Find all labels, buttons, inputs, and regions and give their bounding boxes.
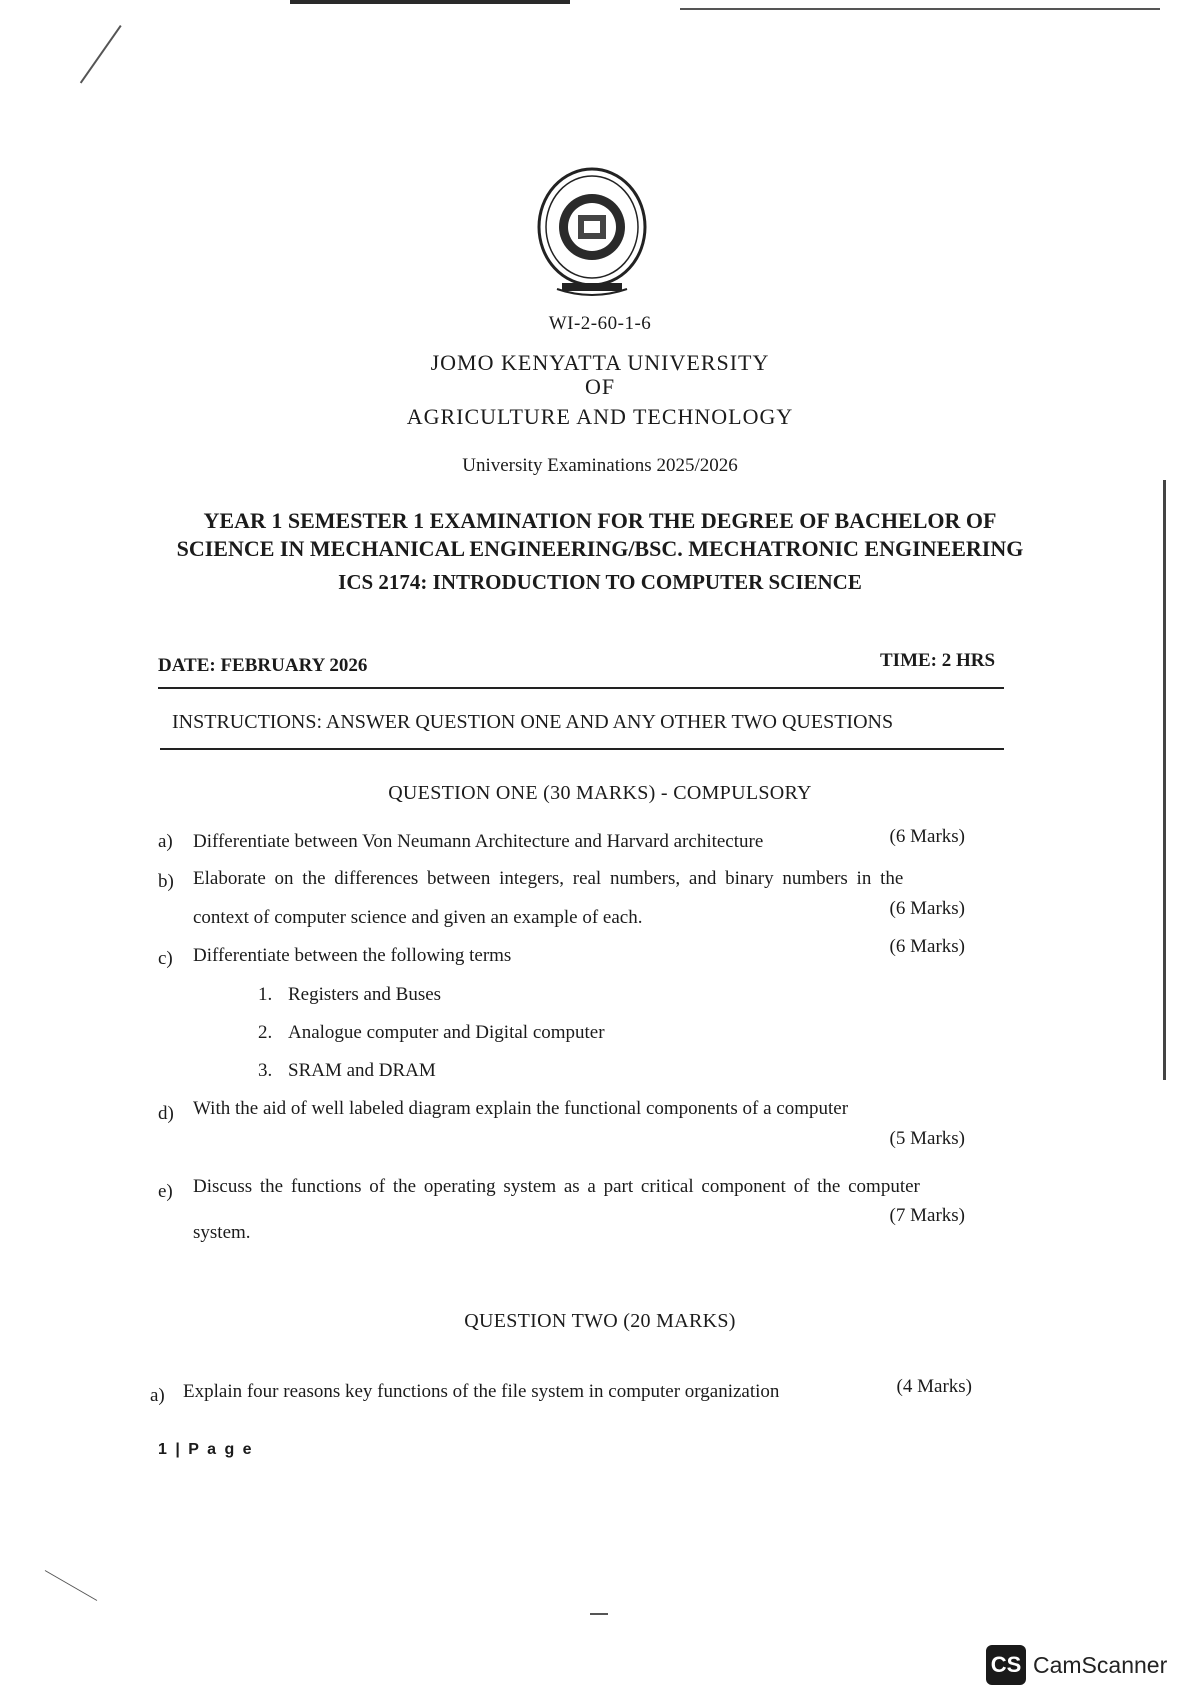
q1-b-text-line2: context of computer science and given an example of each. [193,907,643,928]
scan-artifact-corner-mark [80,25,122,83]
exam-title-line2: SCIENCE IN MECHANICAL ENGINEERING/BSC. MECHATRONIC ENGINEERING [176,536,1024,561]
divider-top [158,687,1004,689]
q1-c-letter: c) [158,948,173,969]
q1-c-subitem-text: Registers and Buses [288,984,442,1005]
q1-c-marks: (6 Marks) [889,936,965,957]
question-one-heading: QUESTION ONE (30 MARKS) - COMPULSORY [388,782,812,804]
q2-a-text: Explain four reasons key functions of the file system in computer organization [183,1381,780,1402]
q1-c-subitem [258,1022,605,1044]
q2-a-marks: (4 Marks) [896,1376,972,1397]
q2-a-letter: a) [150,1385,165,1406]
exam-title-line1: YEAR 1 SEMESTER 1 EXAMINATION FOR THE DEGREE OF BACHELOR OF [203,508,997,533]
document-code: WI-2-60-1-6 [548,313,652,334]
q1-e-text-line1: Discuss the functions of the operating system as a part critical component of the computer [193,1176,920,1197]
q1-e-letter: e) [158,1181,173,1202]
q1-c-subitem [258,984,441,1006]
scan-artifact-top-right [680,8,1160,10]
q1-c-subitem-text: SRAM and DRAM [288,1060,436,1081]
q1-e-marks: (7 Marks) [889,1205,965,1226]
exam-period: University Examinations 2025/2026 [462,455,738,476]
q1-d-marks: (5 Marks) [889,1128,965,1149]
university-name-line3: AGRICULTURE AND TECHNOLOGY [406,404,794,429]
exam-date: DATE: FEBRUARY 2026 [158,655,368,676]
instructions: INSTRUCTIONS: ANSWER QUESTION ONE AND ANY OTHER TWO QUESTIONS [172,711,894,733]
q1-b-marks: (6 Marks) [889,898,965,919]
university-name-line2: OF [584,374,616,399]
q1-a-text: Differentiate between Von Neumann Architecture and Harvard architecture [193,831,764,852]
divider-bottom [160,748,1004,750]
q1-c-subitem [258,1060,436,1082]
q1-a-marks: (6 Marks) [889,826,965,847]
university-name-line1: JOMO KENYATTA UNIVERSITY [430,350,770,375]
camscanner-logo-icon: CS [986,1645,1026,1685]
q1-b-text-line1: Elaborate on the differences between integers, real numbers, and binary numbers in the [193,868,904,889]
q1-b-letter: b) [158,871,174,892]
q1-a-letter: a) [158,831,173,852]
scan-artifact-bottom-left [45,1570,97,1601]
camscanner-watermark: CamScanner [1033,1652,1168,1678]
university-logo-seal [532,165,652,300]
q1-d-letter: d) [158,1103,174,1124]
q1-c-subitem-number: 1. [258,984,273,1005]
q1-c-subitem-number: 3. [258,1060,273,1081]
scan-artifact-top-left [290,0,570,4]
q1-c-text: Differentiate between the following terms [193,945,512,966]
page-number: 1 | P a g e [158,1441,254,1458]
q1-c-subitem-text: Analogue computer and Digital computer [288,1022,605,1043]
q1-e-text-line2: system. [193,1222,251,1243]
q1-c-subitem-number: 2. [258,1022,273,1043]
q1-d-text: With the aid of well labeled diagram explain the functional components of a computer [193,1098,849,1119]
exam-time: TIME: 2 HRS [880,650,996,671]
question-two-heading: QUESTION TWO (20 MARKS) [464,1310,736,1332]
course-title: ICS 2174: INTRODUCTION TO COMPUTER SCIENCE [338,570,862,594]
scan-artifact-bottom-mark [590,1613,608,1615]
